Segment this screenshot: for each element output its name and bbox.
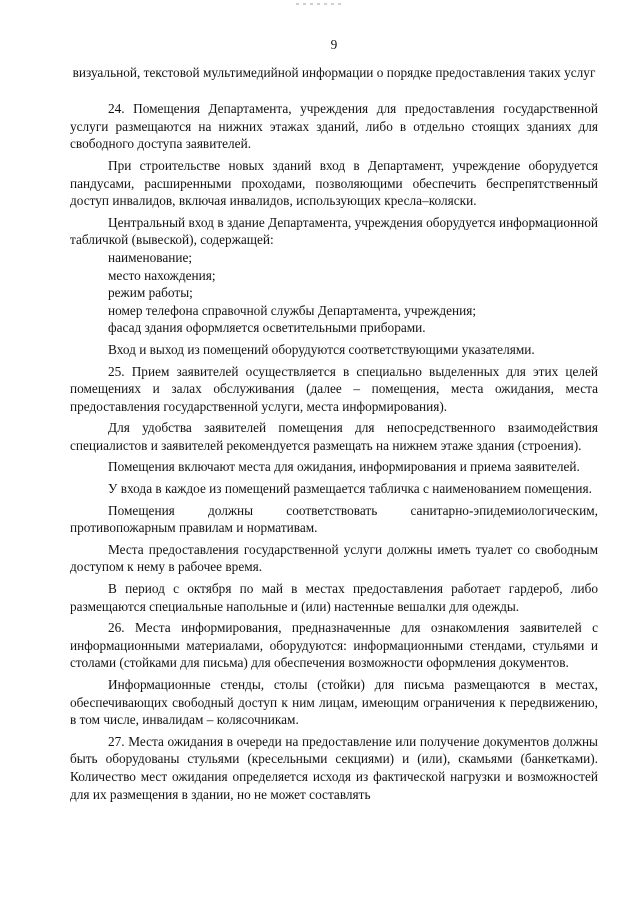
paragraph-entrance-signs: Вход и выход из помещений оборудуются соответствующими указателями.	[108, 341, 535, 357]
paragraph-info-stands: Информационные стенды, столы (стойки) для письма размещаются в местах, обеспечивающих свободный доступ к ним лицам, имеющим ограничения к передвижению, в том числе, инвалидам – колясочникам.	[70, 677, 598, 728]
section-heading: визуальной, текстовой мультимедийной информации о порядке предоставления таких услуг	[72, 64, 596, 80]
paragraph-26: 26. Места информирования, предназначенные для ознакомления заявителей с информационными материалами, оборудуются: информационными стендами, стульями и столами (стойками для письма) для обеспечения возможности оформления документов.	[70, 620, 598, 671]
paragraph-24: 24. Помещения Департамента, учреждения для предоставления государственной услуги размещаются на нижних этажах зданий, либо в отдельно стоящих зданиях для свободного доступа заявителей.	[70, 101, 598, 152]
list-item-facade: фасад здания оформляется осветительными приборами.	[108, 320, 426, 336]
paragraph-25: 25. Прием заявителей осуществляется в специально выделенных для этих целей помещениях и залах обслуживания (далее – помещения, места ожидания, места предоставления государственной услуги, места информирования).	[70, 363, 598, 414]
paragraph-toilet: Места предоставления государственной услуги должны иметь туалет со свободным доступом к нему в рабочее время.	[70, 541, 598, 575]
paragraph-new-buildings: При строительстве новых зданий вход в Департамент, учреждение оборудуется пандусами, расширенными проходами, позволяющими обеспечить беспрепятственный доступ инвалидов, включая инвалидов, использующих кресла–коляски.	[70, 157, 598, 209]
paragraph-cloakroom: В период с октября по май в местах предоставления работает гардероб, либо размещаются специальные напольные и (или) настенные вешалки для одежды.	[70, 581, 598, 614]
list-item-schedule: режим работы;	[108, 285, 193, 301]
scan-artifact	[296, 3, 344, 5]
paragraph-entrance-plate: У входа в каждое из помещений размещается табличка с наименованием помещения.	[108, 481, 592, 497]
paragraph-27: 27. Места ожидания в очереди на предоставление или получение документов должны быть оборудованы стульями (кресельными секциями) и (или), скамьями (банкетками). Количество мест ожидания определяется исходя из фактической нагрузки и возможностей для их размещения в здании, но не может составлять	[70, 733, 598, 802]
paragraph-premises-include: Помещения включают места для ожидания, информирования и приема заявителей.	[108, 459, 580, 475]
paragraph-sanitary-rules: Помещения должны соответствовать санитарно-эпидемиологическим, противопожарным правилам и нормативам.	[70, 502, 598, 536]
list-item-location: место нахождения;	[108, 267, 216, 283]
list-item-name: наименование;	[108, 249, 193, 265]
signboard-contents-list	[70, 249, 598, 337]
page-number: 9	[330, 37, 338, 52]
paragraph-central-entrance: Центральный вход в здание Департамента, учреждения оборудуется информационной табличкой (вывеской), содержащей:	[70, 214, 598, 248]
paragraph-convenience: Для удобства заявителей помещения для непосредственного взаимодействия специалистов и заявителей рекомендуется размещать на нижнем этаже здания (строения).	[70, 420, 598, 453]
list-item-phone: номер телефона справочной службы Департамента, учреждения;	[108, 302, 477, 318]
